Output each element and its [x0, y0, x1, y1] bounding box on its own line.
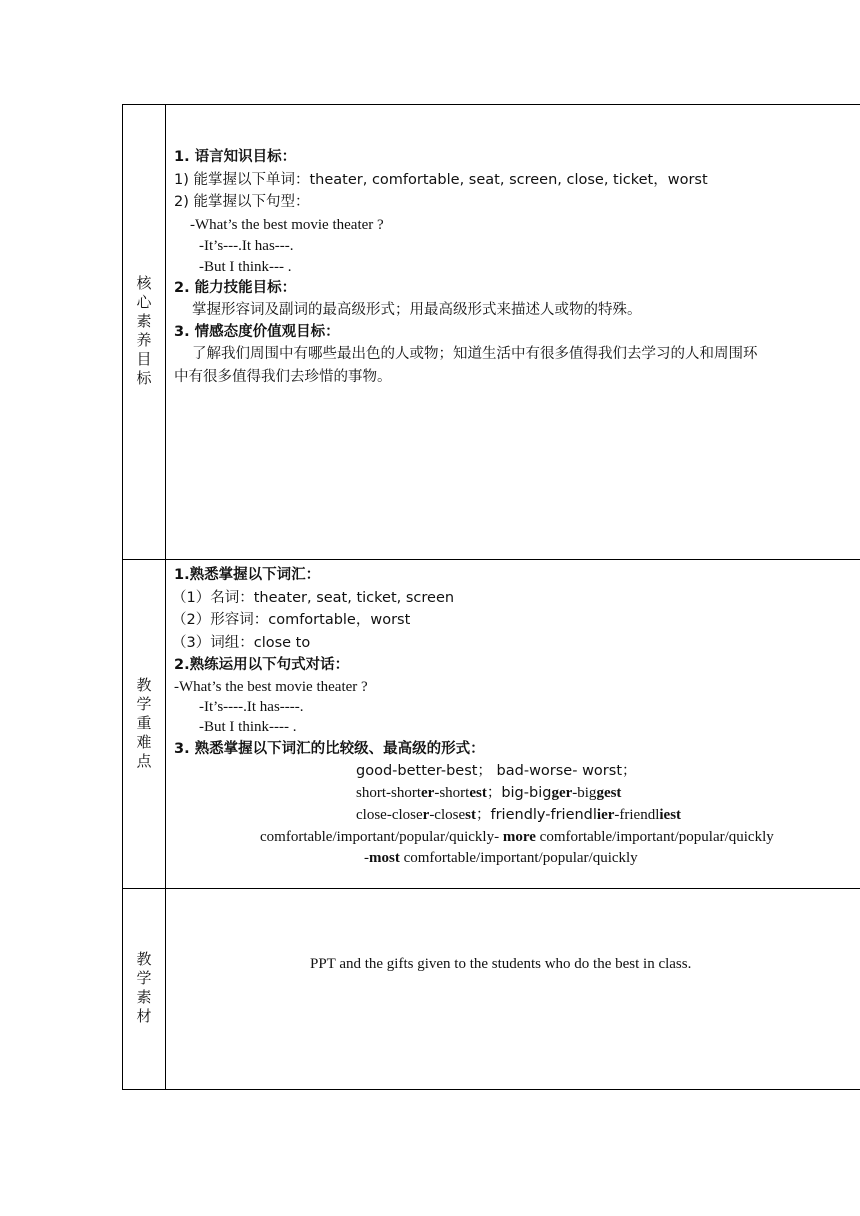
- bold-text-segment: 1. 语言知识目标：: [174, 149, 297, 165]
- text-line: [192, 345, 758, 363]
- bold-text-segment: 2.熟练运用以下句式对话：: [174, 657, 350, 673]
- lesson-plan-table: [122, 104, 860, 1090]
- bold-text-segment: 3. 熟悉掌握以下词汇的比较级、最高级的形式：: [174, 741, 485, 757]
- row-label-text: 核心素养目标: [134, 275, 153, 389]
- row-content: [166, 105, 860, 559]
- text-line: [190, 216, 384, 234]
- bold-text-segment: est: [469, 785, 487, 801]
- text-segment: -What’s the best movie theater ?: [190, 217, 384, 233]
- row-content: [166, 889, 860, 1089]
- row-label: [123, 889, 166, 1089]
- bold-text-segment: 3. 情感态度价值观目标：: [174, 324, 340, 340]
- bold-text-segment: st: [465, 807, 476, 823]
- bold-text-segment: 1.熟悉掌握以下词汇：: [174, 567, 321, 583]
- row-core-objectives: [123, 105, 860, 560]
- text-line: [174, 279, 296, 297]
- row-teaching-materials: [123, 889, 860, 1089]
- bold-text-segment: gest: [596, 785, 622, 801]
- text-line: [199, 718, 296, 736]
- bold-text-segment: more: [502, 829, 536, 845]
- text-line: [364, 849, 638, 867]
- text-segment: 了解我们周围中有哪些最出色的人或物；知道生活中有很多值得我们去学习的人和周围环: [192, 346, 758, 362]
- row-content: [166, 560, 860, 888]
- text-segment: -big: [572, 785, 597, 801]
- text-segment: comfortable/important/popular/quickly-: [260, 829, 503, 845]
- text-line: [199, 237, 294, 255]
- text-line: [174, 148, 296, 166]
- text-line: [260, 828, 774, 846]
- text-segment: 1) 能掌握以下单词：theater, comfortable, seat, screen, close, ticket，worst: [174, 172, 708, 188]
- row-label-text: 教学素材: [134, 951, 153, 1027]
- row-key-difficulties: [123, 560, 860, 889]
- text-line: [199, 698, 304, 716]
- text-segment: -friendl: [614, 807, 660, 823]
- text-segment: comfortable/important/popular/quickly: [535, 829, 774, 845]
- text-segment: -But I think--- .: [199, 259, 292, 275]
- text-line: [356, 762, 637, 780]
- text-line: [172, 589, 454, 607]
- text-line: [174, 566, 320, 584]
- row-label-text: 教学重难点: [134, 676, 153, 772]
- text-segment: short-short: [356, 785, 421, 801]
- text-segment: （3）词组：close to: [172, 635, 311, 651]
- text-segment: -short: [434, 785, 470, 801]
- text-segment: -: [364, 850, 369, 866]
- bold-text-segment: most: [369, 850, 400, 866]
- text-segment: ；friendly-friendl: [475, 807, 597, 823]
- text-line: [174, 678, 368, 696]
- text-line: [172, 611, 410, 629]
- text-line: [174, 193, 310, 211]
- text-line: [174, 171, 708, 189]
- text-segment: 中有很多值得我们去珍惜的事物。: [174, 369, 392, 385]
- text-segment: 掌握形容词及副词的最高级形式；用最高级形式来描述人或物的特殊。: [192, 302, 642, 318]
- bold-text-segment: 2. 能力技能目标：: [174, 280, 297, 296]
- text-segment: 2) 能掌握以下句型：: [174, 194, 310, 210]
- text-segment: -close: [429, 807, 466, 823]
- bold-text-segment: ger: [551, 785, 573, 801]
- text-segment: good-better-best； bad-worse- worst；: [356, 763, 637, 779]
- bold-text-segment: iest: [659, 807, 682, 823]
- text-segment: （1）名词：theater, seat, ticket, screen: [172, 590, 455, 606]
- text-line: [356, 806, 681, 824]
- text-segment: -What’s the best movie theater ?: [174, 679, 368, 695]
- text-segment: -It’s----.It has----.: [199, 699, 304, 715]
- bold-text-segment: r: [422, 807, 430, 823]
- text-line: [199, 258, 291, 276]
- text-line: [356, 784, 621, 802]
- text-segment: ；big-big: [486, 785, 552, 801]
- row-label: [123, 105, 166, 559]
- row-label: [123, 560, 166, 888]
- text-segment: -It’s---.It has---.: [199, 238, 294, 254]
- bold-text-segment: ier: [596, 807, 615, 823]
- text-line: [174, 656, 349, 674]
- text-segment: PPT and the gifts given to the students who do the best in class.: [310, 956, 692, 972]
- text-segment: -But I think---- .: [199, 719, 297, 735]
- text-segment: （2）形容词：comfortable，worst: [172, 612, 411, 628]
- text-line: [174, 368, 392, 386]
- text-segment: comfortable/important/popular/quickly: [399, 850, 638, 866]
- text-line: [192, 301, 642, 319]
- text-line: [174, 323, 340, 341]
- text-line: [172, 634, 310, 652]
- text-line: [310, 955, 691, 973]
- text-segment: close-close: [356, 807, 423, 823]
- bold-text-segment: er: [421, 785, 435, 801]
- text-line: [174, 740, 485, 758]
